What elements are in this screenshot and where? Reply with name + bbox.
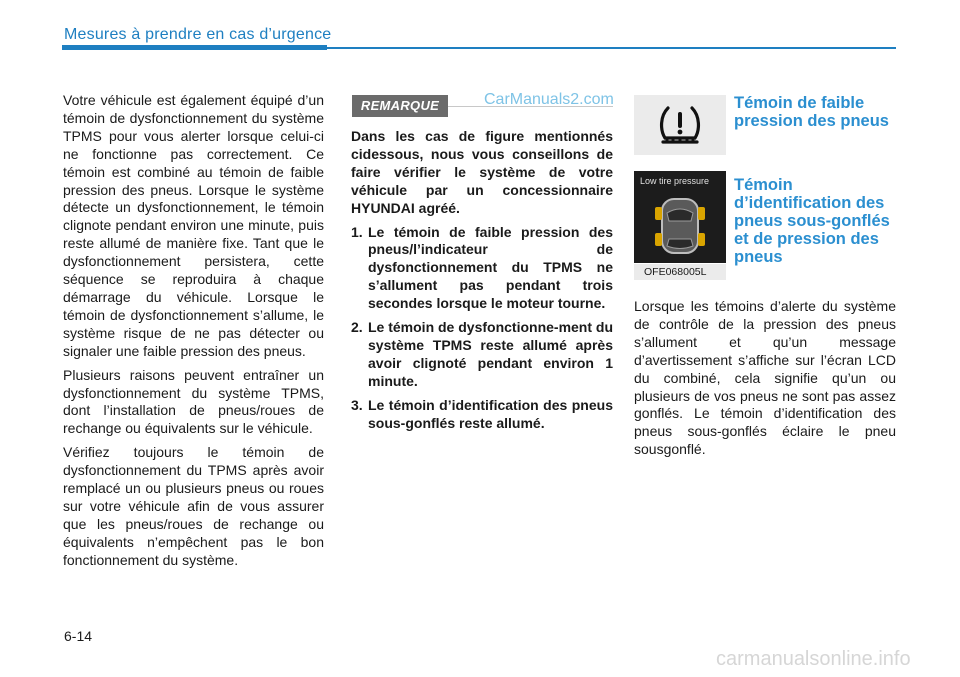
column-left [63,92,324,576]
header-rule-thin [327,47,896,49]
lcd-display-image [634,171,726,263]
column-right-paragraph: Lorsque les témoins d’alerte du système de contrôle de la pression des pneus s’allument et qu’un message d’avertissement s’affiche sur l’écran LCD du combiné, cela signifie qu’un ou plusieurs de vos pneus ne sont pas assez gonflés. Le témoin d’identification des pneus sous-gonflés éclaire le pneu sousgonflé. [634,298,896,458]
figure-code: OFE068005L [634,264,726,280]
paragraph: Plusieurs raisons peuvent entraîner un dysfonctionnement du système TPMS, dont l’installation de pneus/roues de rechange ou équivalents sur le véhicule. [63,366,324,437]
list-text: Le témoin d’identification des pneus sous-gonflés reste allumé. [368,396,613,431]
note-intro: Dans les cas de figure mentionnés cidessous, nous vous conseillons de faire vérifier le système de votre véhicule par un concessionnaire HYUNDAI agréé. [351,128,613,216]
heading-identification: Témoin d’identification des pneus sous-gonflés et de pression des pneus [734,176,890,266]
list-number: 2. [351,319,363,336]
lcd-title: Low tire pressure [640,176,710,186]
column-middle [351,128,613,439]
list-item [351,319,613,391]
list-text: Le témoin de faible pression des pneus/l’indicateur de dysfonctionnement du TPMS ne s’allument pas pendant trois secondes lorsque le moteur tourne. [368,223,613,312]
heading-low-pressure: Témoin de faible pression des pneus [734,94,889,130]
watermark-link[interactable]: CarManuals2.com [484,91,614,108]
page-number: 6-14 [64,628,93,644]
list-number: 3. [351,396,363,413]
footer-watermark[interactable]: carmanualsonline.info [716,648,911,670]
note-list [351,224,613,433]
header-rule-thick [62,45,327,50]
list-number: 1. [351,223,363,240]
tpms-warning-icon [656,101,704,149]
tpms-icon-box [634,95,726,155]
section-title: Mesures à prendre en cas d’urgence [64,26,332,43]
paragraph: Vérifiez toujours le témoin de dysfonctionnement du TPMS après avoir remplacé un ou plusieurs pneus ou roues sur votre véhicule afin de vous assurer que les pneus/roues de rechange ou équivalents n’empêchent pas le bon fonctionnement du système. [63,444,324,568]
paragraph: Votre véhicule est également équipé d’un témoin de dysfonctionnement du système TPMS pour vous alerter lorsque celui-ci ne fonctionne pas correctement. Ce témoin est combiné au témoin de faible pression des pneus. Lorsque le système détecte un dysfonctionnement, le témoin clignote pendant environ une minute, puis reste allumé de manière fixe. Tant que le dysfonctionnement persistera, cette séquence se reproduira à chaque démarrage du véhicule. Lorsque le témoin de dysfonctionnement s’allume, le système risque de ne pas détecter ou signaler une faible pression des pneus. [63,92,324,359]
list-item [351,224,613,314]
car-top-view-icon [650,189,710,259]
list-text: Le témoin de dysfonctionne-ment du système TPMS reste allumé après avoir clignoté pendant environ 1 minute. [368,319,614,389]
list-item [351,397,613,433]
remarque-badge: REMARQUE [352,95,448,117]
